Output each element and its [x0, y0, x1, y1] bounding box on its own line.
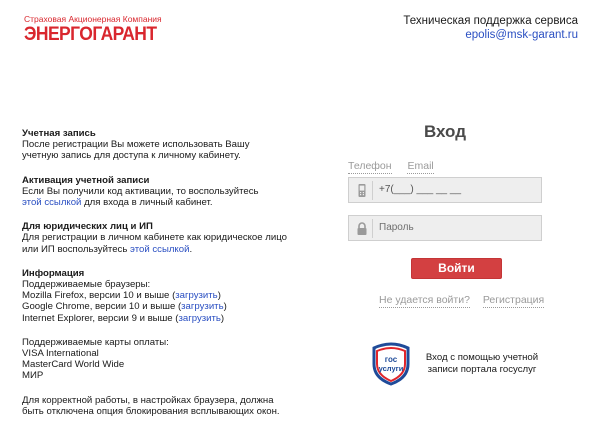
download-ie-link[interactable]: загрузить [178, 312, 221, 324]
lock-icon [355, 221, 369, 236]
account-text-line: После регистрации Вы можете использовать Вашу [22, 139, 250, 151]
gos-logo-text-top: гос [384, 355, 398, 364]
paren: ) [220, 312, 225, 324]
activation-section [22, 175, 322, 209]
gos-text-line: Вход с помощью учетной [425, 352, 539, 363]
browser-name: Mozilla Firefox, версии 10 и выше [22, 290, 173, 302]
support-email-link[interactable]: epolis@msk-garant.ru [465, 29, 578, 41]
tab-phone[interactable]: Телефон [348, 160, 392, 172]
paren: ( [172, 290, 176, 302]
login-panel [330, 110, 600, 432]
legal-text-line: Для регистрации в личном кабинете как юридическое лицо [22, 232, 287, 244]
support-title: Техническая поддержка сервиса [403, 15, 578, 27]
activation-link[interactable]: этой ссылкой [22, 197, 82, 209]
legal-text-pre: или ИП воспользуйтесь [22, 243, 131, 255]
register-link[interactable]: Регистрация [482, 294, 545, 306]
paren: ( [177, 301, 182, 313]
activation-text-line [22, 197, 322, 208]
logo-subtitle: Страховая Акционерная Компания [24, 14, 162, 24]
support-block [403, 14, 578, 42]
login-title: Вход [423, 122, 467, 141]
company-logo[interactable] [24, 14, 168, 46]
paren: ) [217, 290, 221, 302]
browser-ie [22, 313, 322, 324]
password-placeholder: Пароль [379, 222, 414, 233]
login-tabs [348, 160, 447, 174]
legal-text-post: . [189, 243, 193, 255]
browser-firefox [22, 290, 322, 301]
browser-name: Internet Explorer, версии 9 и выше [22, 312, 176, 324]
password-input[interactable] [348, 215, 542, 241]
paren: ( [175, 312, 179, 324]
legal-heading: Для юридических лиц и ИП [22, 221, 153, 233]
card-item: МИР [22, 370, 44, 382]
popup-text-line: быть отключена опция блокирования всплывающих окон. [22, 405, 280, 417]
gosuslugi-login-link[interactable] [422, 352, 542, 376]
cards-label: Поддерживаемые карты оплаты: [22, 336, 169, 348]
account-heading: Учетная запись [22, 128, 96, 139]
login-sublinks [379, 294, 554, 308]
card-item: MasterCard World Wide [22, 359, 125, 371]
legal-section [22, 221, 322, 255]
information-heading: Информация [22, 267, 85, 279]
browser-name: Google Chrome, версии 10 и выше [22, 301, 178, 313]
gos-logo-text-bottom: услуги [378, 364, 404, 373]
legal-text-line [22, 244, 322, 255]
gos-text-line: записи портала госуслуг [427, 364, 537, 375]
information-section [22, 268, 322, 324]
forgot-link[interactable]: Не удается войти? [379, 294, 470, 306]
phone-input[interactable] [348, 177, 542, 203]
activation-heading: Активация учетной записи [22, 174, 150, 186]
login-button[interactable]: Войти [411, 258, 502, 279]
logo-title: ЭНЕРГОГАРАНТ [24, 24, 157, 45]
paren: ) [223, 301, 227, 313]
popup-text-line: Для корректной работы, в настройках браузера, должна [22, 394, 274, 406]
info-column [22, 128, 322, 430]
card-item: VISA International [22, 348, 99, 360]
download-firefox-link[interactable]: загрузить [175, 290, 218, 302]
phone-icon [355, 183, 369, 198]
gosuslugi-logo-icon[interactable] [368, 342, 414, 386]
field-separator [372, 219, 373, 238]
cards-section [22, 337, 322, 382]
account-section [22, 128, 322, 162]
popup-notice [22, 395, 322, 417]
tab-email[interactable]: Email [407, 160, 434, 172]
activation-text-line: Если Вы получили код активации, то воспользуйтесь [22, 185, 259, 197]
field-separator [372, 181, 373, 200]
phone-value: +7(___) ___ __ __ [379, 184, 462, 195]
download-chrome-link[interactable]: загрузить [181, 301, 224, 313]
browser-chrome [22, 301, 322, 312]
activation-text-rest: для входа в личный кабинет. [81, 197, 213, 209]
account-text-line: учетную запись для доступа к личному кабинету. [22, 150, 241, 162]
browsers-label: Поддерживаемые браузеры: [22, 279, 151, 291]
legal-link[interactable]: этой ссылкой [130, 243, 190, 255]
